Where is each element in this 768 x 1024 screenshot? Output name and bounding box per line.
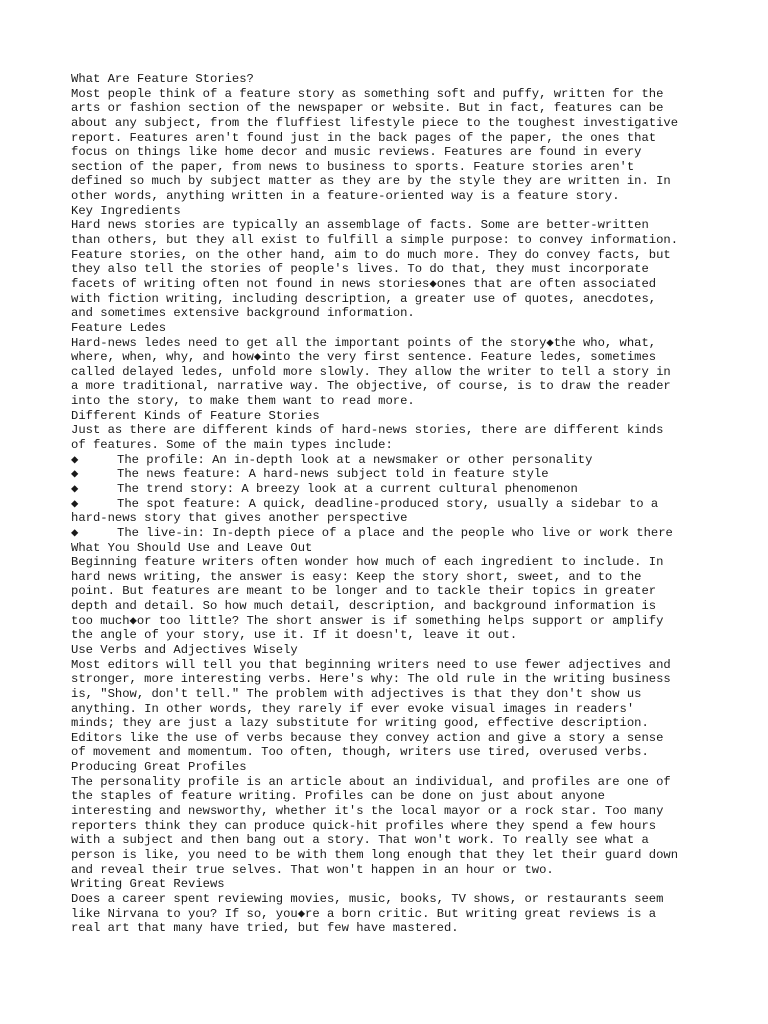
paragraph-line: depth and detail. So how much detail, description, and background information is — [71, 599, 657, 614]
paragraph-line: too much◆or too little? The short answer is if something helps support or amplify — [71, 613, 664, 628]
list-item — [71, 453, 711, 468]
paragraph-line: into the story, to make them want to read more. — [71, 394, 415, 409]
paragraph-line: Beginning feature writers often wonder how much of each ingredient to include. In — [71, 555, 664, 570]
paragraph-line: Hard news stories are typically an assemblage of facts. Some are better-written — [71, 218, 649, 233]
paragraph-line: minds; they are just a lazy substitute for writing good, effective description. — [71, 716, 649, 731]
list-item-text: The profile: An in-depth look at a newsmaker or other personality — [117, 452, 593, 467]
paragraph-line: Editors like the use of verbs because they convey action and give a story a sense — [71, 730, 664, 745]
section-heading: What Are Feature Stories? — [71, 72, 254, 86]
list-item-text: The news feature: A hard-news subject told in feature style — [117, 467, 549, 482]
paragraph-line: Does a career spent reviewing movies, music, books, TV shows, or restaurants seem — [71, 891, 664, 906]
list-item — [71, 467, 711, 482]
paragraph-line: interesting and newsworthy, whether it's the local mayor or a rock star. Too many — [71, 804, 664, 819]
paragraph-line: Most editors will tell you that beginning writers need to use fewer adjectives and — [71, 657, 671, 672]
paragraph-line: a more traditional, narrative way. The objective, of course, is to draw the reader — [71, 379, 671, 394]
paragraph-line: report. Features aren't found just in the back pages of the paper, the ones that — [71, 130, 657, 145]
paragraph-line: and sometimes extensive background information. — [71, 306, 415, 321]
diamond-bullet-icon: ◆ — [71, 496, 79, 511]
list-item-text: The spot feature: A quick, deadline-produced story, usually a sidebar to a — [117, 496, 659, 511]
paragraph-line: person is like, you need to be with them long enough that they let their guard down — [71, 847, 679, 862]
paragraph-line: of movement and momentum. Too often, though, writers use tired, overused verbs. — [71, 745, 649, 760]
section-heading: Feature Ledes — [71, 320, 167, 335]
paragraph-line: reporters think they can produce quick-hit profiles where they spend a few hours — [71, 818, 657, 833]
list-item-text: The live-in: In-depth piece of a place and the people who live or work there — [117, 525, 673, 540]
paragraph-line: The personality profile is an article about an individual, and profiles are one of — [71, 774, 671, 789]
paragraph-line: than others, but they all exist to fulfill a simple purpose: to convey information. — [71, 233, 679, 248]
paragraph-line: with fiction writing, including description, a greater use of quotes, anecdotes, — [71, 291, 657, 306]
section-heading: What You Should Use and Leave Out — [71, 540, 313, 555]
paragraph-line: Feature stories, on the other hand, aim to do much more. They do convey facts, but — [71, 247, 671, 262]
section-heading: Key Ingredients — [71, 203, 181, 218]
paragraph-line: section of the paper, from news to business to sports. Feature stories aren't — [71, 159, 635, 174]
paragraph-line: point. But features are meant to be longer and to tackle their topics in greater — [71, 584, 657, 599]
list-item — [71, 497, 711, 512]
paragraph-line: of features. Some of the main types include: — [71, 438, 393, 453]
paragraph-line: where, when, why, and how◆into the very first sentence. Feature ledes, sometimes — [71, 350, 657, 365]
paragraph-line: and reveal their true selves. That won't happen in an hour or two. — [71, 862, 554, 877]
list-item-text: The trend story: A breezy look at a current cultural phenomenon — [117, 481, 578, 496]
paragraph-line: with a subject and then bang out a story. That won't work. To really see what a — [71, 833, 649, 848]
paragraph-line: Just as there are different kinds of hard-news stories, there are different kinds — [71, 423, 664, 438]
paragraph-line: defined so much by subject matter as they are by the style they are written in. In — [71, 174, 671, 189]
paragraph-line: arts or fashion section of the newspaper or website. But in fact, features can be — [71, 101, 664, 116]
paragraph-line: stronger, more interesting verbs. Here's why: The old rule in the writing business — [71, 672, 671, 687]
paragraph-line: hard news writing, the answer is easy: Keep the story short, sweet, and to the — [71, 569, 642, 584]
paragraph-line: anything. In other words, they rarely if ever evoke visual images in readers' — [71, 701, 635, 716]
diamond-bullet-icon: ◆ — [71, 467, 79, 482]
list-item — [71, 511, 711, 526]
list-item-text: hard-news story that gives another perspective — [71, 511, 408, 526]
paragraph-line: they also tell the stories of people's lives. To do that, they must incorporate — [71, 262, 649, 277]
paragraph-line: Most people think of a feature story as something soft and puffy, written for the — [71, 86, 664, 101]
paragraph-line: Hard-news ledes need to get all the important points of the story◆the who, what, — [71, 335, 657, 350]
list-item — [71, 526, 711, 541]
diamond-bullet-icon: ◆ — [71, 525, 79, 540]
section-heading: Different Kinds of Feature Stories — [71, 408, 320, 423]
paragraph-line: facets of writing often not found in news stories◆ones that are often associated — [71, 276, 657, 291]
paragraph-line: the staples of feature writing. Profiles can be done on just about anyone — [71, 789, 605, 804]
diamond-bullet-icon: ◆ — [71, 481, 79, 496]
paragraph-line: like Nirvana to you? If so, you◆re a born critic. But writing great reviews is a — [71, 906, 657, 921]
diamond-bullet-icon: ◆ — [71, 452, 79, 467]
section-heading: Use Verbs and Adjectives Wisely — [71, 642, 298, 657]
paragraph-line: called delayed ledes, unfold more slowly. They allow the writer to tell a story in — [71, 364, 671, 379]
section-heading: Writing Great Reviews — [71, 877, 225, 892]
paragraph-line: is, "Show, don't tell." The problem with adjectives is that they don't show us — [71, 686, 642, 701]
paragraph-line: about any subject, from the fluffiest lifestyle piece to the toughest investigative — [71, 115, 679, 130]
list-item — [71, 482, 711, 497]
paragraph-line: other words, anything written in a feature-oriented way is a feature story. — [71, 189, 620, 204]
document-body — [71, 72, 711, 936]
section-heading: Producing Great Profiles — [71, 760, 247, 775]
paragraph-line: the angle of your story, use it. If it doesn't, leave it out. — [71, 628, 518, 643]
paragraph-line: real art that many have tried, but few have mastered. — [71, 921, 459, 936]
paragraph-line: focus on things like home decor and music reviews. Features are found in every — [71, 145, 642, 160]
